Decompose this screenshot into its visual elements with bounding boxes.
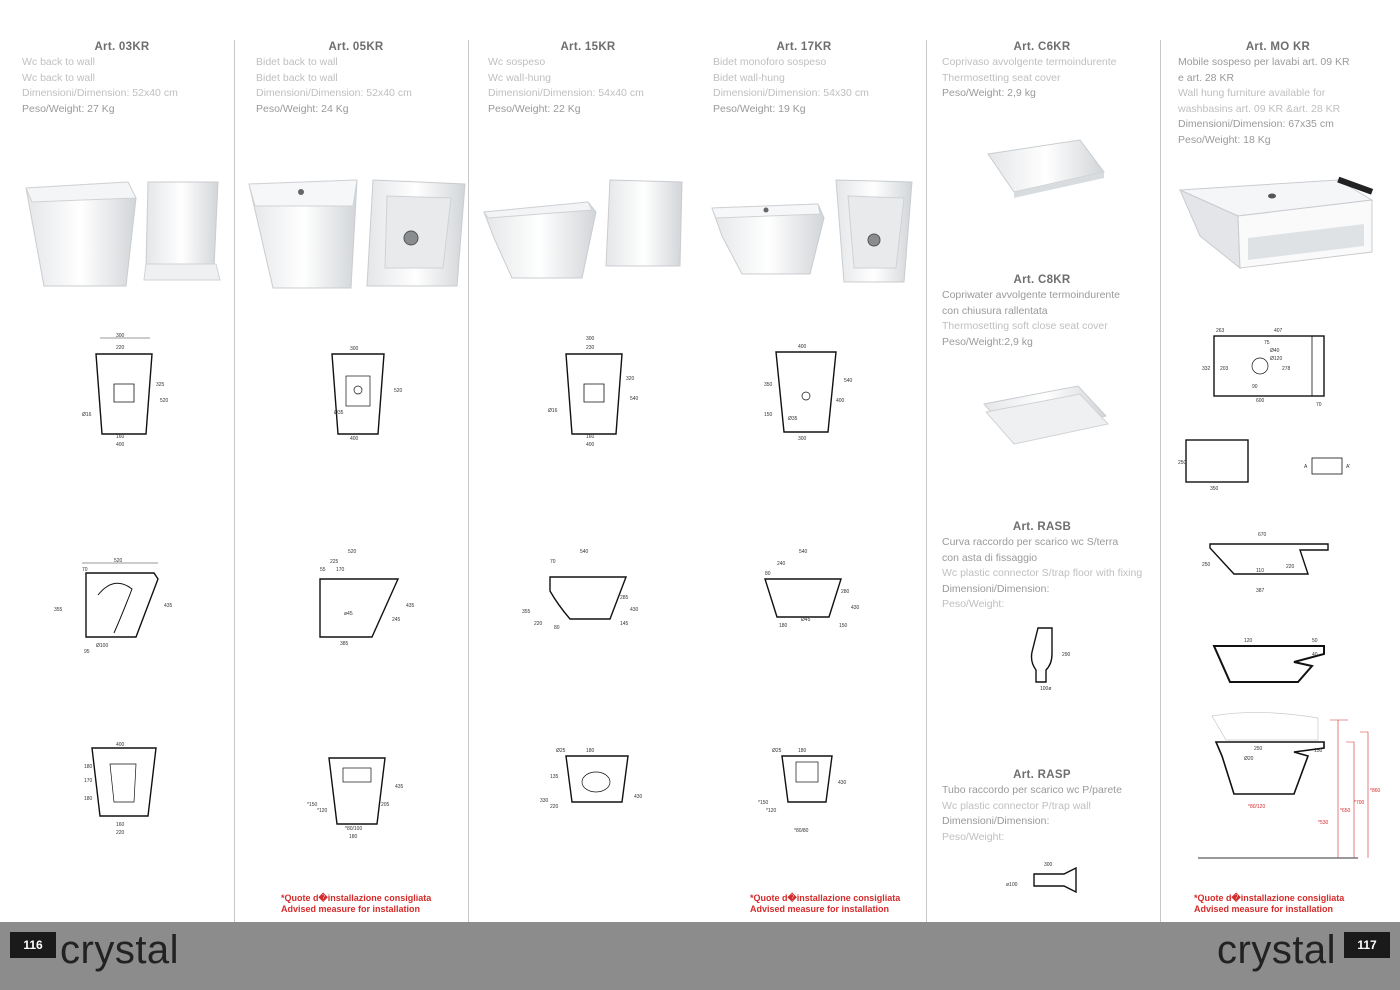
dim-label: 80 xyxy=(765,571,771,577)
drawing-17kr-top xyxy=(760,338,870,448)
spec-line: Coprivaso avvolgente termoindurente xyxy=(942,56,1117,68)
dim-label: ø100 xyxy=(1006,882,1018,888)
dim-label: 40 xyxy=(1312,652,1318,658)
dim-label: 520 xyxy=(160,398,169,404)
spec-line: Thermosetting soft close seat cover xyxy=(942,320,1108,332)
dim-label: 300 xyxy=(1044,862,1053,868)
product-block-c6kr xyxy=(942,41,1142,102)
brand-name-left: crystal xyxy=(60,928,180,972)
dim-label: 430 xyxy=(630,607,639,613)
dim-label: 220 xyxy=(550,804,559,810)
spec-line: con chiusura rallentata xyxy=(942,304,1048,317)
product-block-17kr xyxy=(713,41,895,117)
article-code: Art. 17KR xyxy=(776,41,832,53)
article-code: Art. 15KR xyxy=(560,41,616,53)
spec-line: e art. 28 KR xyxy=(1178,71,1235,84)
dim-label: 180 xyxy=(779,623,788,629)
dim-label: 145 xyxy=(620,621,629,627)
spec-line: Wc sospeso xyxy=(488,56,546,68)
dim-label: 95 xyxy=(84,649,90,655)
dim-label: 430 xyxy=(838,780,847,786)
dim-label: 540 xyxy=(844,378,853,384)
drawing-rasp xyxy=(1004,858,1094,898)
dim-label: 180 xyxy=(586,748,595,754)
drawing-mokr-installation xyxy=(1198,712,1388,862)
dim-label: 430 xyxy=(851,605,860,611)
dim-label: Ø100 xyxy=(96,643,109,649)
dim-label: 300 xyxy=(116,333,125,339)
spec-line: Dimensioni/Dimension: 54x30 cm xyxy=(713,87,869,99)
dim-label: 170 xyxy=(84,778,93,784)
spec-line: Dimensioni/Dimension: xyxy=(942,582,1050,595)
note-it: *Quote d�installazione consigliata xyxy=(750,893,901,903)
installation-note xyxy=(750,893,900,915)
dim-label: 355 xyxy=(522,609,531,615)
spec-line: Peso/Weight: 18 Kg xyxy=(1178,133,1271,146)
dim-label: Ø25 xyxy=(556,748,566,754)
dim-label: 400 xyxy=(116,742,125,748)
spec-line: washbasins art. 09 KR &art. 28 KR xyxy=(1178,102,1341,115)
article-code: Art. C8KR xyxy=(1013,274,1071,286)
dim-label: 75 xyxy=(1264,340,1270,346)
dim-label: 407 xyxy=(1274,328,1283,334)
spec-line: Wc wall-hung xyxy=(488,71,552,84)
article-code: Art. MO KR xyxy=(1245,41,1311,53)
drawing-rasb xyxy=(1018,624,1088,694)
spec-line: Dimensioni/Dimension: 52x40 cm xyxy=(256,87,412,99)
dim-label: 160 xyxy=(116,822,125,828)
dim-label: 300 xyxy=(350,346,359,352)
drawing-03kr-back xyxy=(80,738,190,838)
dim-label: 387 xyxy=(1256,588,1265,594)
dim-label: 220 xyxy=(116,830,125,836)
dim-label: 332 xyxy=(1202,366,1211,372)
drawing-mokr-section xyxy=(1200,526,1340,596)
dim-label: 250 xyxy=(1202,562,1211,568)
dim-label: 520 xyxy=(348,549,357,555)
dim-label: 230 xyxy=(586,345,595,351)
wall-hung-furniture-photo xyxy=(1178,176,1378,296)
spec-line: Wc back to wall xyxy=(22,56,95,68)
dim-label: 70 xyxy=(1316,402,1322,408)
spec-line: Peso/Weight: 2,9 kg xyxy=(942,87,1036,99)
product-block-rasb xyxy=(942,521,1142,613)
dim-label: 435 xyxy=(406,603,415,609)
spec-line: Copriwater avvolgente termoindurente xyxy=(942,289,1121,301)
product-block-05kr xyxy=(256,41,456,117)
drawing-05kr-top xyxy=(322,340,422,450)
spec-line: Peso/Weight: 19 Kg xyxy=(713,102,806,115)
dim-label: Ø40 xyxy=(1270,348,1280,354)
wc-wall-hung-photo xyxy=(478,178,698,298)
dim-label: *150 xyxy=(758,800,769,806)
drawing-17kr-back xyxy=(758,742,868,842)
dim-label: 225 xyxy=(330,559,339,565)
dim-label: 220 xyxy=(534,621,543,627)
dim-label: 180 xyxy=(84,764,93,770)
dim-label: Ø25 xyxy=(772,748,782,754)
dim-label: *80/80 xyxy=(794,828,809,834)
bidet-back-to-wall-photo xyxy=(245,176,465,296)
dim-label: 170 xyxy=(336,567,345,573)
drawing-03kr-side xyxy=(52,555,192,660)
spec-line: Peso/Weight: xyxy=(942,598,1005,610)
dim-label: *80/100 xyxy=(345,826,363,832)
spec-line: Mobile sospeso per lavabi art. 09 KR xyxy=(1178,56,1350,68)
dim-label: Ø35 xyxy=(334,410,344,416)
dim-label: 355 xyxy=(54,607,63,613)
dim-label: Ø16 xyxy=(82,412,92,418)
dim-label: 435 xyxy=(164,603,173,609)
dim-label: 320 xyxy=(626,376,635,382)
dim-label: Ø35 xyxy=(788,416,798,422)
spec-line: Peso/Weight: 22 Kg xyxy=(488,102,581,115)
dim-label: 520 xyxy=(394,388,403,394)
spec-line: Wall hung furniture available for xyxy=(1178,87,1326,99)
seat-cover-c6kr-photo xyxy=(984,136,1109,206)
dim-label: A' xyxy=(1346,464,1351,470)
column-divider xyxy=(468,40,469,922)
spec-line: Dimensioni/Dimension: 54x40 cm xyxy=(488,87,644,99)
installation-note xyxy=(281,893,431,915)
drawing-15kr-side xyxy=(520,545,640,650)
column-divider xyxy=(234,40,235,922)
note-it: *Quote d�installazione consigliata xyxy=(281,893,432,903)
note-en: Advised measure for installation xyxy=(1194,904,1334,914)
dim-label: Ø16 xyxy=(548,408,558,414)
dim-label: 90 xyxy=(1252,384,1258,390)
dim-label: 100ø xyxy=(1040,686,1052,692)
dim-label: 180 xyxy=(798,748,807,754)
article-code: Art. 05KR xyxy=(328,41,384,53)
dim-label: 150 xyxy=(839,623,848,629)
article-code: Art. RASP xyxy=(1013,769,1071,781)
dim-label: 250 xyxy=(1254,746,1263,752)
dim-label: 150 xyxy=(764,412,773,418)
dim-label: 520 xyxy=(114,558,123,564)
page-footer xyxy=(0,922,1400,990)
spec-line: Dimensioni/Dimension: xyxy=(942,815,1050,827)
spec-line: Thermosetting seat cover xyxy=(942,71,1061,84)
dim-label: 670 xyxy=(1258,532,1267,538)
dim-label: *700 xyxy=(1354,800,1365,806)
dim-label: 280 xyxy=(841,589,850,595)
spec-line: Bidet wall-hung xyxy=(713,71,785,84)
spec-line: Dimensioni/Dimension: 67x35 cm xyxy=(1178,118,1334,130)
dim-label: 540 xyxy=(630,396,639,402)
drawing-03kr-top xyxy=(70,330,180,450)
column-divider xyxy=(926,40,927,922)
dim-label: 120 xyxy=(1244,638,1253,644)
drawing-15kr-top xyxy=(540,330,650,450)
drawing-17kr-side xyxy=(755,545,875,650)
note-en: Advised measure for installation xyxy=(750,904,890,914)
spec-line: Wc plastic connector S/trap floor with fixing xyxy=(942,567,1143,579)
dim-label: 540 xyxy=(799,549,808,555)
dim-label: 240 xyxy=(777,561,786,567)
dim-label: 70 xyxy=(550,559,556,565)
drawing-mokr-front xyxy=(1176,432,1366,492)
dim-label: 600 xyxy=(1256,398,1265,404)
dim-label: A xyxy=(1304,464,1308,470)
dim-label: 350 xyxy=(1210,486,1219,492)
note-it: *Quote d�installazione consigliata xyxy=(1194,893,1345,903)
dim-label: *530 xyxy=(1318,820,1329,826)
dim-label: 205 xyxy=(381,802,390,808)
spec-line: Curva raccordo per scarico wc S/terra xyxy=(942,536,1119,548)
drawing-mokr-section-b xyxy=(1208,632,1338,692)
spec-line: Peso/Weight:2,9 kg xyxy=(942,335,1033,348)
article-code: Art. RASB xyxy=(1012,521,1072,533)
column-divider xyxy=(1160,40,1161,922)
dim-label: 400 xyxy=(350,436,359,442)
dim-label: 50 xyxy=(1312,638,1318,644)
product-block-03kr xyxy=(22,41,222,117)
dim-label: 135 xyxy=(550,774,559,780)
dim-label: 160 xyxy=(586,434,595,440)
dim-label: *150 xyxy=(307,802,318,808)
dim-label: 330 xyxy=(540,798,549,804)
drawing-05kr-back xyxy=(305,748,415,848)
dim-label: 278 xyxy=(1282,366,1291,372)
page-number-right: 117 xyxy=(1344,932,1390,958)
dim-label: *80/120 xyxy=(1248,804,1266,810)
dim-label: 110 xyxy=(1256,568,1264,574)
dim-label: 300 xyxy=(798,436,807,442)
note-en: Advised measure for installation xyxy=(281,904,421,914)
dim-label: 263 xyxy=(1216,328,1225,334)
dim-label: Ø20 xyxy=(1244,756,1254,762)
spec-line: Bidet monoforo sospeso xyxy=(713,56,827,68)
spec-line: Peso/Weight: xyxy=(942,830,1005,843)
drawing-05kr-side xyxy=(312,545,422,650)
dim-label: Ø45 xyxy=(801,617,811,623)
dim-label: 430 xyxy=(634,794,643,800)
dim-label: 220 xyxy=(1286,564,1295,570)
seat-cover-c8kr-photo xyxy=(980,382,1110,452)
product-block-c8kr xyxy=(942,274,1142,350)
product-block-mokr xyxy=(1178,41,1378,148)
spec-line: Bidet back to wall xyxy=(256,56,338,68)
dim-label: 540 xyxy=(580,549,589,555)
installation-note xyxy=(1194,893,1344,915)
dim-label: 180 xyxy=(349,834,358,840)
dim-label: 400 xyxy=(798,344,807,350)
dim-label: 80 xyxy=(554,625,560,631)
dim-label: 325 xyxy=(156,382,165,388)
spec-line: Bidet back to wall xyxy=(256,71,338,84)
dim-label: 150 xyxy=(1314,748,1323,754)
dim-label: 250 xyxy=(1178,460,1187,466)
spec-line: Peso/Weight: 24 Kg xyxy=(256,102,349,115)
wc-back-to-wall-photo xyxy=(18,168,228,288)
product-block-15kr xyxy=(488,41,688,117)
dim-label: ø45 xyxy=(344,611,353,617)
dim-label: 400 xyxy=(836,398,845,404)
dim-label: *650 xyxy=(1340,808,1351,814)
dim-label: *860 xyxy=(1370,788,1381,794)
dim-label: 220 xyxy=(116,345,125,351)
product-block-rasp xyxy=(942,769,1142,845)
dim-label: 285 xyxy=(620,595,629,601)
brand-name-right: crystal xyxy=(1217,928,1337,972)
dim-label: 300 xyxy=(586,336,595,342)
dim-label: *120 xyxy=(766,808,777,814)
dim-label: 245 xyxy=(392,617,401,623)
dim-label: 435 xyxy=(395,784,404,790)
drawing-15kr-back xyxy=(538,742,648,842)
spec-line: Peso/Weight: 27 Kg xyxy=(22,102,115,115)
dim-label: Ø120 xyxy=(1270,356,1283,362)
dim-label: 400 xyxy=(116,442,125,448)
spec-line: Tubo raccordo per scarico wc P/parete xyxy=(942,784,1122,796)
article-code: Art. C6KR xyxy=(1013,41,1071,53)
dim-label: *120 xyxy=(317,808,328,814)
dim-label: 400 xyxy=(586,442,595,448)
drawing-mokr-top xyxy=(1200,322,1340,412)
dim-label: 385 xyxy=(340,641,349,647)
dim-label: 70 xyxy=(82,567,88,573)
dim-label: 160 xyxy=(116,434,125,440)
spec-line: con asta di fissaggio xyxy=(942,551,1038,564)
page-number-left: 116 xyxy=(10,932,56,958)
dim-label: 55 xyxy=(320,567,326,573)
spec-line: Dimensioni/Dimension: 52x40 cm xyxy=(22,87,178,99)
spec-line: Wc plastic connector P/trap wall xyxy=(942,799,1091,812)
dim-label: 203 xyxy=(1220,366,1229,372)
article-code: Art. 03KR xyxy=(94,41,150,53)
dim-label: 350 xyxy=(764,382,773,388)
bidet-wall-hung-photo xyxy=(708,178,918,298)
spec-line: Wc back to wall xyxy=(22,71,95,84)
dim-label: 290 xyxy=(1062,652,1071,658)
dim-label: 180 xyxy=(84,796,93,802)
